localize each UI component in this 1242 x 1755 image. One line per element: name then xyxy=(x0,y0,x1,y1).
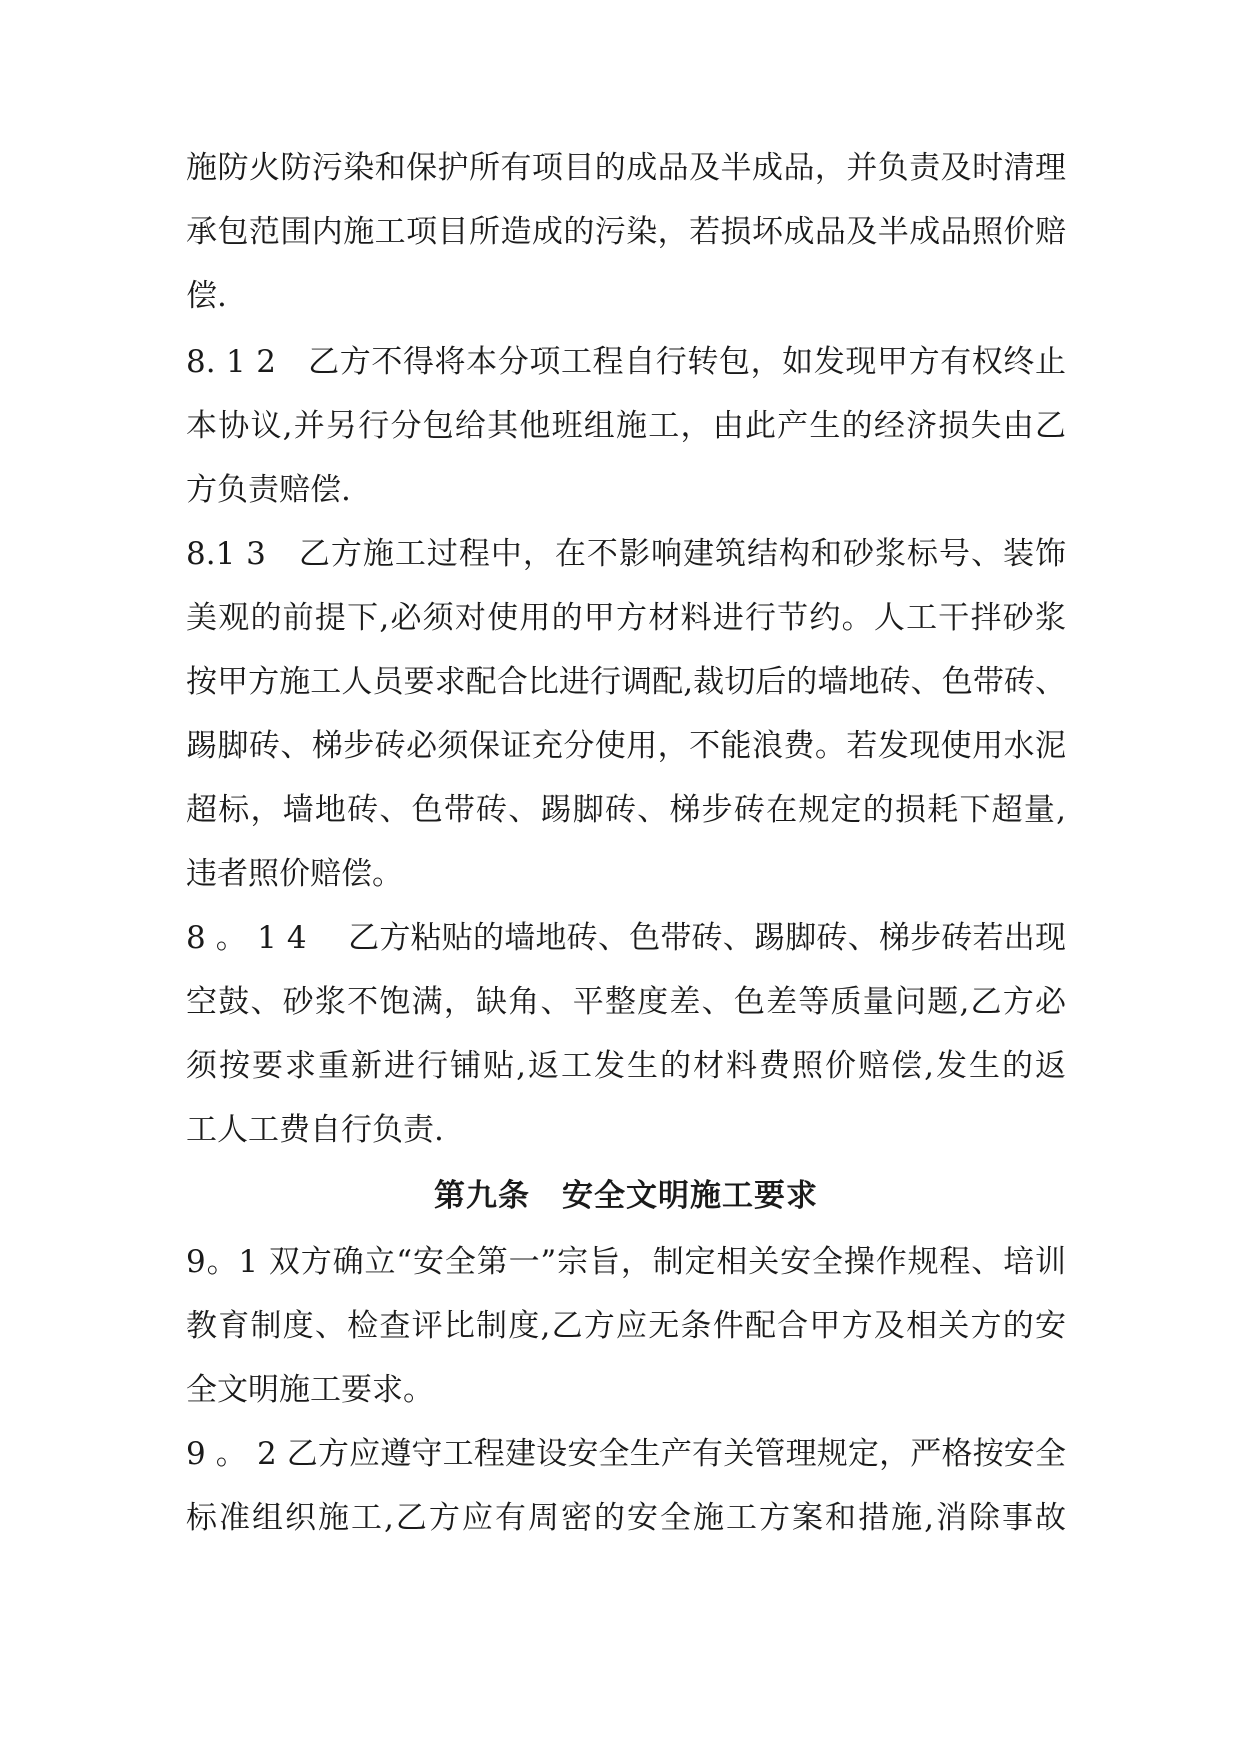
paragraph-9-1 xyxy=(186,1230,1066,1422)
paragraph-8-12 xyxy=(186,330,1066,522)
text-line: 8.1 3 乙方施工过程中，在不影响建筑结构和砂浆标号、装饰 xyxy=(186,536,1066,572)
text-line: 偿. xyxy=(186,278,227,314)
text-line: 踢脚砖、梯步砖必须保证充分使用，不能浪费。若发现使用水泥 xyxy=(186,728,1066,764)
document-body xyxy=(186,136,1066,1550)
section-heading: 第九条 安全文明施工要求 xyxy=(434,1178,818,1214)
text-line: 超标，墙地砖、色带砖、踢脚砖、梯步砖在规定的损耗下超量, xyxy=(186,792,1066,828)
paragraph-8-11-continued xyxy=(186,136,1066,328)
text-line: 教育制度、检查评比制度,乙方应无条件配合甲方及相关方的安 xyxy=(186,1308,1066,1344)
text-line: 标准组织施工,乙方应有周密的安全施工方案和措施,消除事故 xyxy=(186,1500,1066,1536)
text-line: 全文明施工要求。 xyxy=(186,1372,434,1408)
paragraph-9-2 xyxy=(186,1422,1066,1550)
text-line: 施防火防污染和保护所有项目的成品及半成品，并负责及时清理 xyxy=(186,150,1066,186)
text-line: 违者照价赔偿。 xyxy=(186,856,403,892)
text-line: 本协议,并另行分包给其他班组施工，由此产生的经济损失由乙 xyxy=(186,408,1066,444)
text-line: 8. 1 2 乙方不得将本分项工程自行转包，如发现甲方有权终止 xyxy=(186,344,1066,380)
text-line: 8 。 1 4 乙方粘贴的墙地砖、色带砖、踢脚砖、梯步砖若出现 xyxy=(186,920,1066,956)
text-line: 空鼓、砂浆不饱满，缺角、平整度差、色差等质量问题,乙方必 xyxy=(186,984,1066,1020)
text-line: 承包范围内施工项目所造成的污染，若损坏成品及半成品照价赔 xyxy=(186,214,1066,250)
paragraph-8-14 xyxy=(186,906,1066,1162)
text-line: 按甲方施工人员要求配合比进行调配,裁切后的墙地砖、色带砖、 xyxy=(186,664,1066,700)
text-line: 须按要求重新进行铺贴,返工发生的材料费照价赔偿,发生的返 xyxy=(186,1048,1066,1084)
paragraph-8-13 xyxy=(186,522,1066,906)
text-line: 9。1 双方确立“安全第一”宗旨，制定相关安全操作规程、培训 xyxy=(186,1244,1066,1280)
text-line: 方负责赔偿. xyxy=(186,472,351,508)
text-line: 美观的前提下,必须对使用的甲方材料进行节约。人工干拌砂浆 xyxy=(186,600,1066,636)
text-line: 工人工费自行负责. xyxy=(186,1112,444,1148)
text-line: 9 。 2 乙方应遵守工程建设安全生产有关管理规定，严格按安全 xyxy=(186,1436,1066,1472)
